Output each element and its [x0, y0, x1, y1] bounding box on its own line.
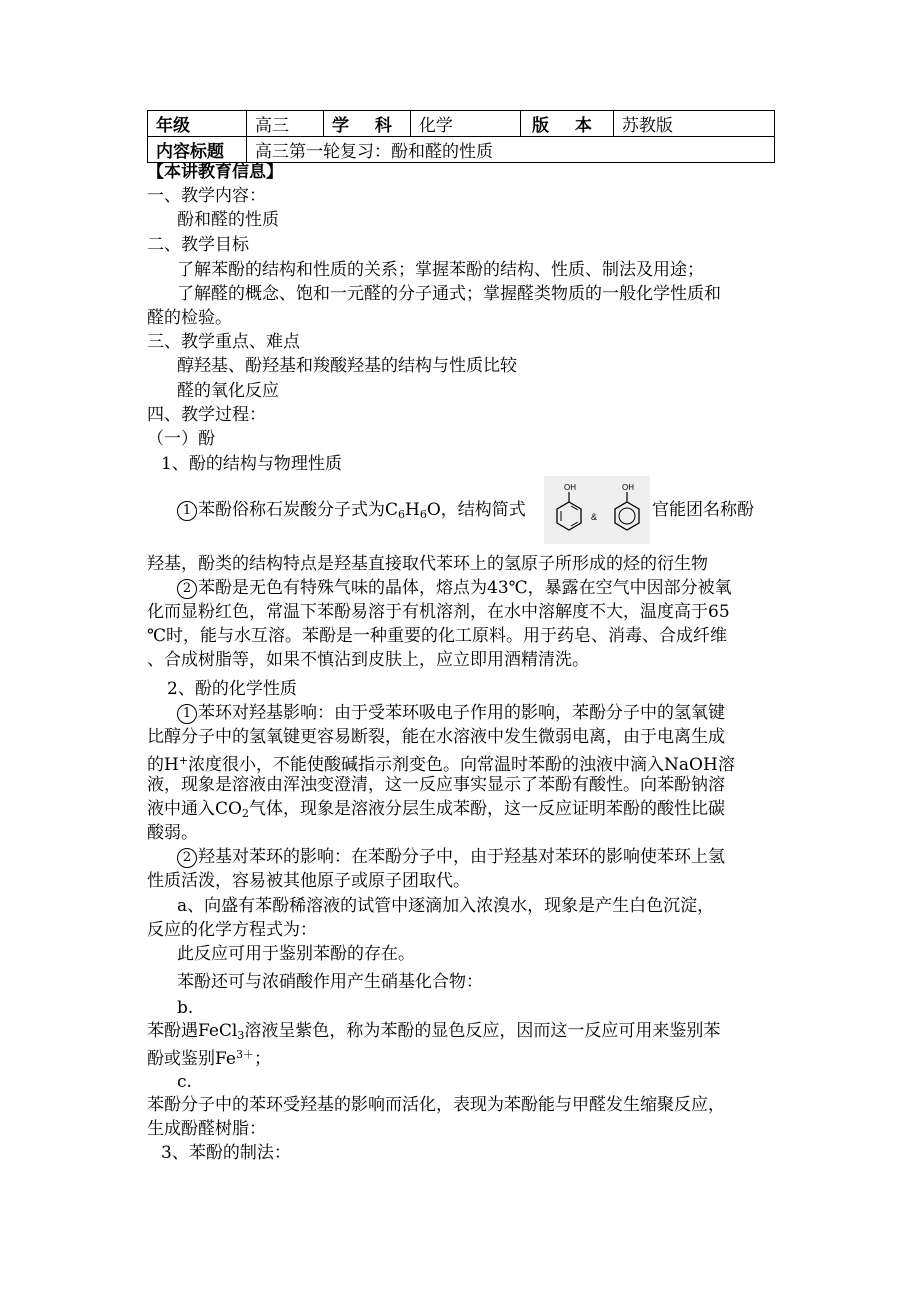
text-line: 2 苯酚是无色有特殊气味的晶体，熔点为43℃，暴露在空气中因部分被氧 — [177, 576, 732, 600]
text-line: 此反应可用于鉴别苯酚的存在。 — [177, 944, 415, 964]
text-line: 酚或鉴别$Fe^{3+}$； — [147, 1048, 271, 1069]
svg-text:&: & — [591, 512, 598, 522]
text-line: 了解醛的概念、饱和一元醛的分子通式；掌握醛类物质的一般化学性质和 — [177, 284, 721, 304]
grade-label: 年级 — [148, 111, 247, 137]
circled-number: 1 — [177, 704, 197, 724]
text-line: 酸弱。 — [147, 823, 198, 843]
text-line: 羟基，酚类的结构特点是羟基直接取代苯环上的氢原子所形成的烃的衍生物 — [147, 554, 708, 574]
text-line: 醛的氧化反应 — [177, 381, 279, 401]
text-line: 酚和醛的性质 — [177, 210, 279, 230]
subheading-structure: 1、酚的结构与物理性质 — [161, 454, 342, 474]
text-line: 苯酚还可与浓硝酸作用产生硝基化合物： — [177, 972, 483, 992]
text-line: 了解苯酚的结构和性质的关系；掌握苯酚的结构、性质、制法及用途； — [177, 260, 704, 280]
text-line: ℃时，能与水互溶。苯酚是一种重要的化工原料。用于药皂、消毒、合成纤维 — [147, 626, 728, 646]
heading-phenol: （一）酚 — [147, 429, 215, 449]
edition-label: 版 本 — [520, 111, 613, 137]
section-heading: 【本讲教育信息】 — [147, 162, 283, 182]
text-line: 液中通入$CO_2$气体，现象是溶液分层生成苯酚，这一反应证明苯酚的酸性比碳 — [147, 799, 725, 820]
text-line: 的H+浓度很小，不能使酸碱指示剂变色。向常温时苯酚的浊液中滴入NaOH溶 — [147, 754, 735, 775]
grade-value: 高三 — [247, 111, 324, 137]
text-line: 苯酚分子中的苯环受羟基的影响而活化，表现为苯酚能与甲醛发生缩聚反应， — [147, 1095, 725, 1115]
oh-label: OH — [564, 483, 576, 492]
text-line: 1 苯环对羟基影响：由于受苯环吸电子作用的影响，苯酚分子中的氢氧键 — [177, 701, 725, 725]
text-line: 比醇分子中的氢氧键更容易断裂，能在水溶液中发生微弱电离，由于电离生成 — [147, 727, 725, 747]
item-label-c: c. — [177, 1072, 192, 1092]
topic-value: 高三第一轮复习：酚和醛的性质 — [247, 137, 775, 163]
subject-label: 学 科 — [324, 111, 411, 137]
circled-number: 1 — [177, 501, 197, 521]
heading-teaching-content: 一、教学内容： — [147, 186, 266, 206]
text-line: 苯酚遇FeCl$_3$溶液呈紫色，称为苯酚的显色反应，因而这一反应可用来鉴别苯 — [147, 1021, 721, 1042]
oh-label: OH — [622, 483, 634, 492]
text-line: 生成酚醛树脂： — [147, 1119, 266, 1139]
text-line: 2 羟基对苯环的影响：在苯酚分子中，由于羟基对苯环的影响使苯环上氢 — [177, 845, 725, 869]
text-line: a、向盛有苯酚稀溶液的试管中逐滴加入浓溴水，现象是产生白色沉淀， — [177, 896, 715, 916]
text-line: 、合成树脂等，如果不慎沾到皮肤上，应立即用酒精清洗。 — [147, 650, 589, 670]
circled-number: 2 — [177, 579, 197, 599]
header-row-1 — [148, 111, 775, 137]
heading-teaching-goals: 二、教学目标 — [147, 235, 249, 255]
phenol-structure-image — [544, 476, 650, 544]
header-row-2 — [148, 137, 775, 163]
edition-value: 苏教版 — [613, 111, 774, 137]
circled-number: 2 — [177, 848, 197, 868]
text-line: 液，现象是溶液由浑浊变澄清，这一反应事实显示了苯酚有酸性。向苯酚钠溶 — [147, 775, 725, 795]
subheading-chemical-properties: 2、酚的化学性质 — [167, 679, 297, 699]
header-table — [147, 110, 775, 163]
text-line-formula: 1 苯酚俗称石炭酸分子式为$C_6H_6O$，结构简式 — [177, 498, 526, 527]
heading-teaching-process: 四、教学过程： — [147, 405, 266, 425]
subheading-preparation: 3、苯酚的制法： — [161, 1143, 291, 1163]
item-label-b: b. — [177, 998, 194, 1018]
text-line: 化而显粉红色，常温下苯酚易溶于有机溶剂，在水中溶解度不大，温度高于65 — [147, 602, 730, 622]
text-line: 性质活泼，容易被其他原子或原子团取代。 — [147, 871, 470, 891]
subject-value: 化学 — [410, 111, 520, 137]
text-line: 醛的检验。 — [147, 308, 232, 328]
text-line: 醇羟基、酚羟基和羧酸羟基的结构与性质比较 — [177, 356, 517, 376]
heading-key-points: 三、教学重点、难点 — [147, 332, 300, 352]
text-line: 官能团名称酚 — [652, 500, 754, 520]
text-line: 反应的化学方程式为： — [147, 920, 317, 940]
topic-label: 内容标题 — [148, 137, 247, 163]
